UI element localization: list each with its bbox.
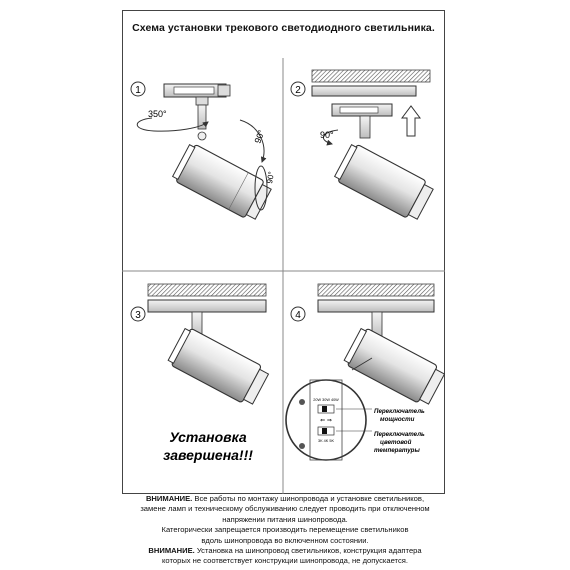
color-switch-label-2: цветовой — [380, 439, 412, 446]
step-1-number: 1 — [135, 85, 141, 96]
notice-line-6-text: Установка на шинопровод светильников, конструкция адаптера — [194, 546, 422, 556]
spotlight-body — [171, 142, 273, 223]
completion-line-2: завершена!!! — [163, 447, 253, 463]
track-adapter-2 — [332, 104, 392, 138]
screw-icon — [299, 399, 305, 405]
step-2-panel — [291, 70, 435, 223]
step-3-number: 3 — [135, 310, 141, 321]
insert-up-arrow — [402, 106, 420, 136]
safety-notice — [60, 494, 510, 567]
notice-line-6 — [60, 546, 510, 556]
ceiling-2 — [312, 70, 430, 82]
rotate-350-arrow — [137, 118, 208, 131]
notice-line-7: которых не соответствует конструкции шинопровода, не допускается. — [162, 556, 408, 566]
track-rail-4 — [318, 300, 434, 312]
angle-90-rotate-label: 90° — [265, 170, 277, 185]
angle-350-label: 350° — [148, 109, 167, 119]
power-switch-label-2: мощности — [380, 416, 415, 423]
arrows-icon: ⇐ ⇒ — [320, 418, 332, 424]
step-4-panel — [286, 284, 445, 460]
notice-line-5: вдоль шинопровода во включенном состоянии. — [201, 535, 369, 545]
track-rail-3 — [148, 300, 266, 312]
screw-icon — [299, 443, 305, 449]
notice-line-2: замене ламп и техническому обслуживанию следует проводить при отключенном — [140, 504, 430, 514]
diagram-title: Схема установки трекового светодиодного светильника. — [132, 22, 435, 34]
notice-line-3: напряжении питания шинопровода. — [222, 514, 348, 524]
angle-90-tilt-label: 90° — [252, 128, 267, 145]
step-1-panel — [131, 82, 276, 223]
completion-line-1: Установка — [169, 429, 247, 445]
notice-line-1-text: Все работы по монтажу шинопровода и установке светильников, — [192, 494, 425, 503]
attention-label-1: ВНИМАНИЕ. — [145, 494, 193, 503]
ceiling-3 — [148, 284, 266, 296]
notice-line-1 — [60, 494, 510, 504]
color-switch-knob[interactable] — [322, 428, 327, 434]
color-values: 3K 4K 5K — [317, 439, 335, 443]
power-switch-label-1: Переключатель — [374, 408, 425, 415]
installation-diagram — [122, 58, 445, 494]
step-2-number: 2 — [295, 85, 301, 96]
track-rail-2 — [312, 86, 416, 96]
power-switch-knob[interactable] — [322, 406, 327, 412]
attention-label-2: ВНИМАНИЕ. — [148, 546, 195, 556]
spotlight-body-3 — [167, 326, 271, 408]
step-4-number: 4 — [295, 310, 301, 321]
power-values: 20W 30W 40W — [313, 398, 339, 402]
color-switch-label-1: Переключатель — [374, 431, 425, 438]
angle-90-label-2: 90° — [320, 130, 334, 140]
color-switch-label-3: температуры — [374, 447, 420, 454]
track-adapter — [164, 84, 230, 129]
ceiling-4 — [318, 284, 434, 296]
step-3-panel — [131, 284, 270, 463]
spotlight-body-2 — [333, 142, 435, 223]
notice-line-4: Категорически запрещается производить перемещение светильников — [161, 525, 409, 535]
